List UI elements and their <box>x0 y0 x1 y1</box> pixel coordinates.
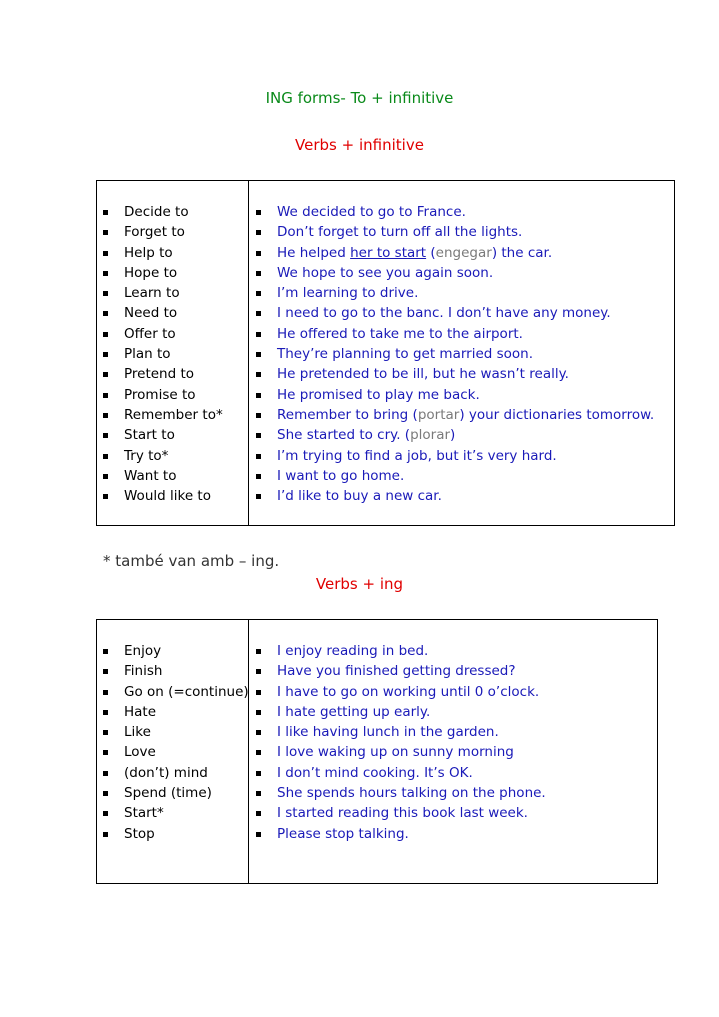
verb-item: Need to <box>103 303 223 323</box>
verb-item: Hope to <box>103 263 223 283</box>
verb-item: Hate <box>103 702 249 722</box>
example-sentence: They’re planning to get married soon. <box>256 344 654 364</box>
verb-item: Start* <box>103 803 249 823</box>
example-sentence: Please stop talking. <box>256 824 546 844</box>
example-sentence <box>256 243 654 263</box>
example-sentence: I’d like to buy a new car. <box>256 486 654 506</box>
example-sentence: We hope to see you again soon. <box>256 263 654 283</box>
example-sentence: I need to go to the banc. I don’t have any money. <box>256 303 654 323</box>
document-title: ING forms- To + infinitive <box>265 89 454 107</box>
underlined-phrase: her to start <box>350 244 427 261</box>
verb-item: Help to <box>103 243 223 263</box>
verb-item: Forget to <box>103 222 223 242</box>
section-heading-infinitive: Verbs + infinitive <box>295 136 424 154</box>
verb-list <box>103 202 223 506</box>
example-text: ) <box>450 427 456 444</box>
verb-item: Try to* <box>103 446 223 466</box>
column-divider <box>248 181 249 525</box>
example-sentence: I hate getting up early. <box>256 702 546 722</box>
verb-item: Would like to <box>103 486 223 506</box>
example-text: Remember to bring ( <box>277 406 418 423</box>
example-text: She started to cry. ( <box>277 427 411 444</box>
verb-item: Start to <box>103 425 223 445</box>
translation-word: portar <box>417 406 460 423</box>
example-sentence: She spends hours talking on the phone. <box>256 783 546 803</box>
ing-verbs-table <box>96 619 658 884</box>
verb-item: Like <box>103 722 249 742</box>
verb-item: Plan to <box>103 344 223 364</box>
translation-word: plorar <box>410 427 451 444</box>
example-list <box>256 202 654 506</box>
example-sentence <box>256 425 654 445</box>
example-text: ) the car. <box>491 244 553 261</box>
example-sentence: I’m learning to drive. <box>256 283 654 303</box>
footnote: * també van amb – ing. <box>103 552 280 570</box>
verb-item: Decide to <box>103 202 223 222</box>
example-sentence: I want to go home. <box>256 466 654 486</box>
example-sentence: I’m trying to find a job, but it’s very hard. <box>256 446 654 466</box>
example-sentence: I like having lunch in the garden. <box>256 722 546 742</box>
example-text: ( <box>426 244 436 261</box>
verb-item: (don’t) mind <box>103 763 249 783</box>
verb-item: Finish <box>103 661 249 681</box>
translation-word: engegar <box>435 244 492 261</box>
example-list <box>256 641 546 844</box>
verb-item: Promise to <box>103 385 223 405</box>
example-sentence: He pretended to be ill, but he wasn’t really. <box>256 364 654 384</box>
verb-item: Spend (time) <box>103 783 249 803</box>
example-sentence: I started reading this book last week. <box>256 803 546 823</box>
verb-item: Enjoy <box>103 641 249 661</box>
example-sentence: He promised to play me back. <box>256 385 654 405</box>
verb-item: Love <box>103 742 249 762</box>
example-sentence: I don’t mind cooking. It’s OK. <box>256 763 546 783</box>
verb-item: Pretend to <box>103 364 223 384</box>
example-sentence: We decided to go to France. <box>256 202 654 222</box>
infinitive-verbs-table <box>96 180 675 526</box>
example-sentence: Don’t forget to turn off all the lights. <box>256 222 654 242</box>
verb-list <box>103 641 249 844</box>
example-sentence: He offered to take me to the airport. <box>256 324 654 344</box>
verb-item: Want to <box>103 466 223 486</box>
example-sentence: Have you finished getting dressed? <box>256 661 546 681</box>
example-sentence: I love waking up on sunny morning <box>256 742 546 762</box>
verb-item: Learn to <box>103 283 223 303</box>
example-sentence: I enjoy reading in bed. <box>256 641 546 661</box>
verb-item: Offer to <box>103 324 223 344</box>
example-sentence <box>256 405 654 425</box>
example-sentence: I have to go on working until 0 o’clock. <box>256 682 546 702</box>
section-heading-ing: Verbs + ing <box>315 575 404 593</box>
verb-item: Go on (=continue) <box>103 682 249 702</box>
example-text: ) your dictionaries tomorrow. <box>459 406 655 423</box>
example-text: He helped <box>277 244 351 261</box>
verb-item: Remember to* <box>103 405 223 425</box>
verb-item: Stop <box>103 824 249 844</box>
